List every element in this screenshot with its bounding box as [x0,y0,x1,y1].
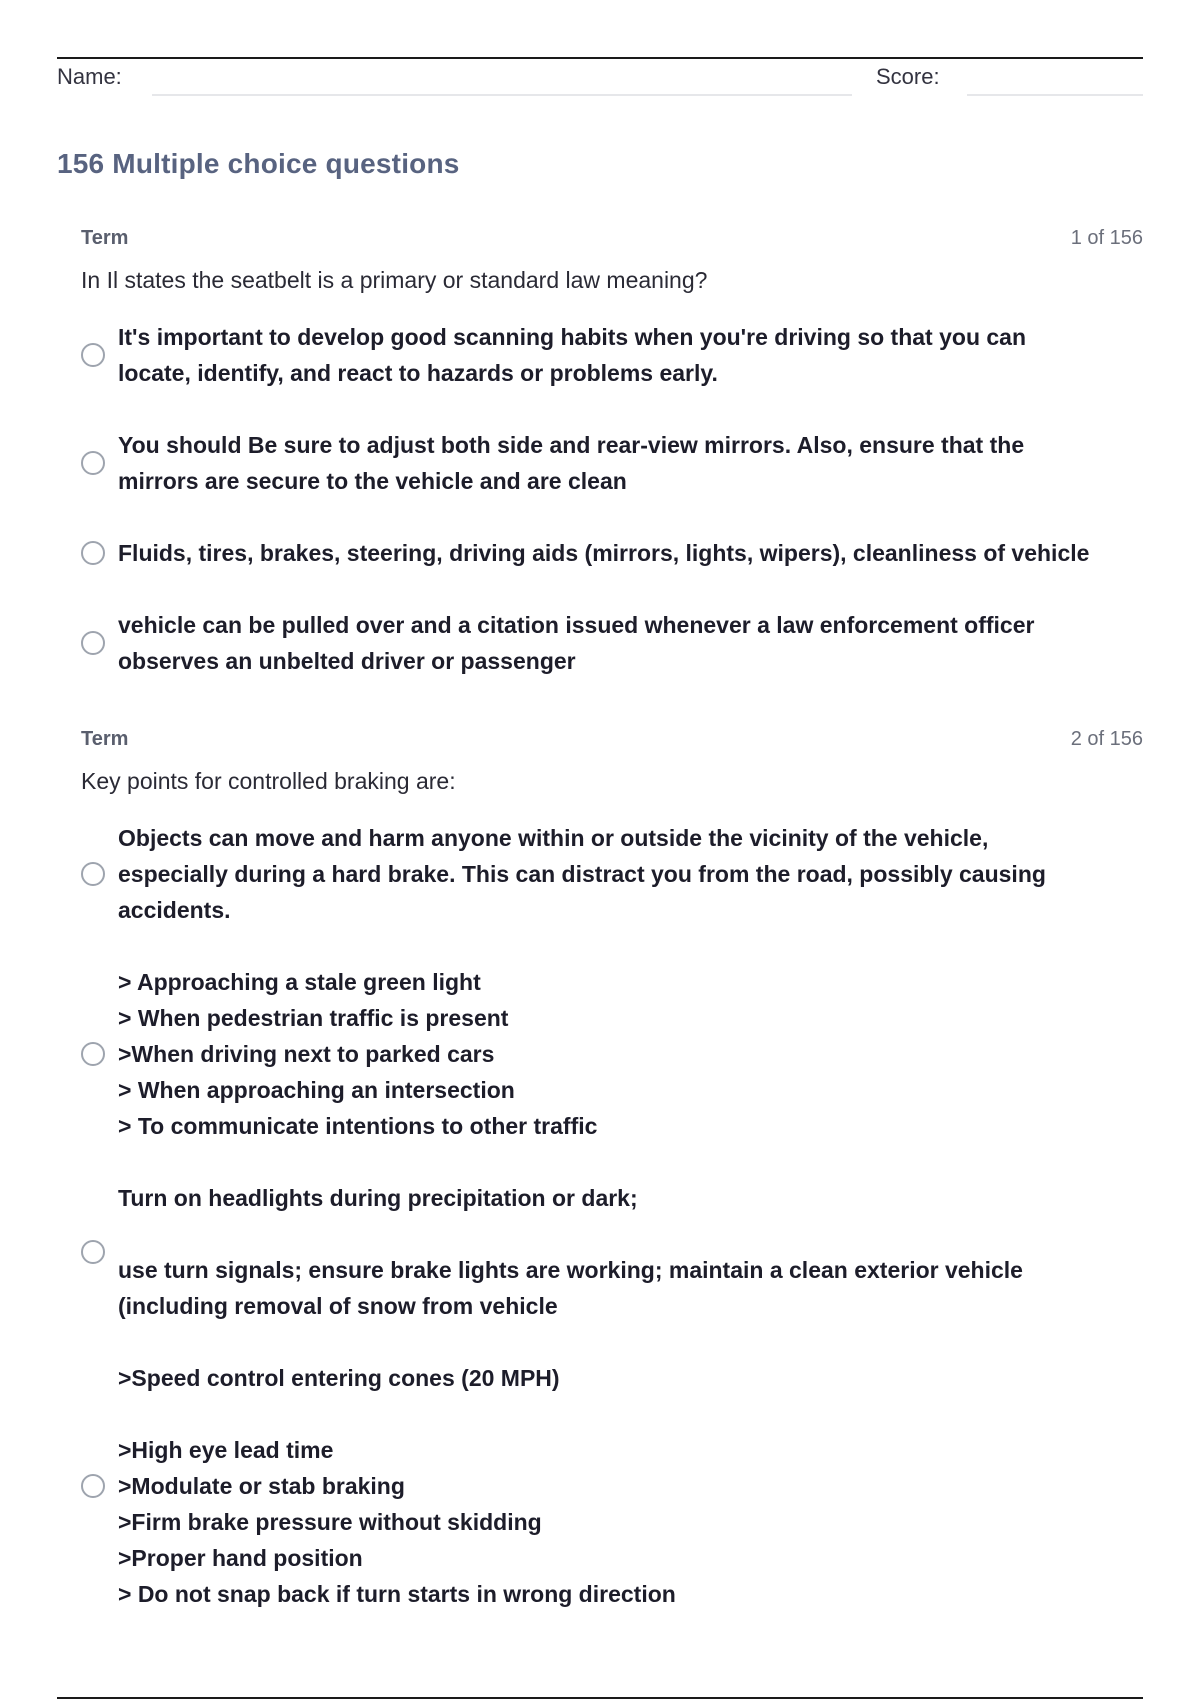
score-field-line[interactable] [967,94,1143,96]
radio-button-icon[interactable] [81,451,105,475]
answer-options [81,319,1143,679]
question-2 [81,728,1143,1648]
radio-button-icon[interactable] [81,343,105,367]
question-counter: 2 of 156 [1070,728,1143,750]
name-score-header [57,62,1143,102]
answer-option-4[interactable] [81,1360,1143,1612]
radio-button-icon[interactable] [81,631,105,655]
term-label: Term [81,728,129,750]
answer-option-3[interactable] [81,1180,1143,1324]
radio-button-icon[interactable] [81,1240,105,1264]
answer-options [81,820,1143,1612]
answer-option-4[interactable] [81,607,1143,679]
term-label: Term [81,227,129,249]
question-text: Key points for controlled braking are: [81,768,456,794]
question-text: In Il states the seatbelt is a primary or standard law meaning? [81,267,708,293]
worksheet-page [57,0,1143,1700]
answer-option-text: Fluids, tires, brakes, steering, driving aids (mirrors, lights, wipers), cleanliness of vehicle [118,540,1090,566]
name-label: Name: [57,64,122,89]
question-2-header [81,728,1143,754]
top-divider [57,57,1143,59]
answer-option-text: >Speed control entering cones (20 MPH) >High eye lead time >Modulate or stab braking >Firm brake pressure without skidding >Proper hand position > Do not snap back if turn starts in wrong direction [118,1365,676,1607]
section-title: 156 Multiple choice questions [57,148,460,179]
radio-button-icon[interactable] [81,862,105,886]
radio-button-icon[interactable] [81,1042,105,1066]
radio-button-icon[interactable] [81,541,105,565]
score-label: Score: [876,64,940,89]
answer-option-text: vehicle can be pulled over and a citation issued whenever a law enforcement officer observes an unbelted driver or passenger [118,612,1035,674]
question-1 [81,227,1143,715]
answer-option-text: You should Be sure to adjust both side and rear-view mirrors. Also, ensure that the mirrors are secure to the vehicle and are clean [118,432,1025,494]
question-counter: 1 of 156 [1070,227,1143,249]
radio-button-icon[interactable] [81,1474,105,1498]
answer-option-text: Turn on headlights during precipitation or dark; use turn signals; ensure brake lights are working; maintain a clean exterior vehicle (including removal of snow from vehicle [118,1185,1023,1319]
answer-option-1[interactable] [81,319,1143,391]
name-field-line[interactable] [152,94,852,96]
answer-option-text: Objects can move and harm anyone within or outside the vicinity of the vehicle, especially during a hard brake. This can distract you from the road, possibly causing accidents. [118,825,1046,923]
question-1-header [81,227,1143,253]
answer-option-3[interactable] [81,535,1143,571]
answer-option-2[interactable] [81,427,1143,499]
answer-option-text: > Approaching a stale green light > When pedestrian traffic is present >When driving next to parked cars > When approaching an intersection > To communicate intentions to other traffic [118,969,598,1139]
answer-option-text: It's important to develop good scanning habits when you're driving so that you can locate, identify, and react to hazards or problems early. [118,324,1027,386]
answer-option-1[interactable] [81,820,1143,928]
answer-option-2[interactable] [81,964,1143,1144]
bottom-divider [57,1697,1143,1699]
